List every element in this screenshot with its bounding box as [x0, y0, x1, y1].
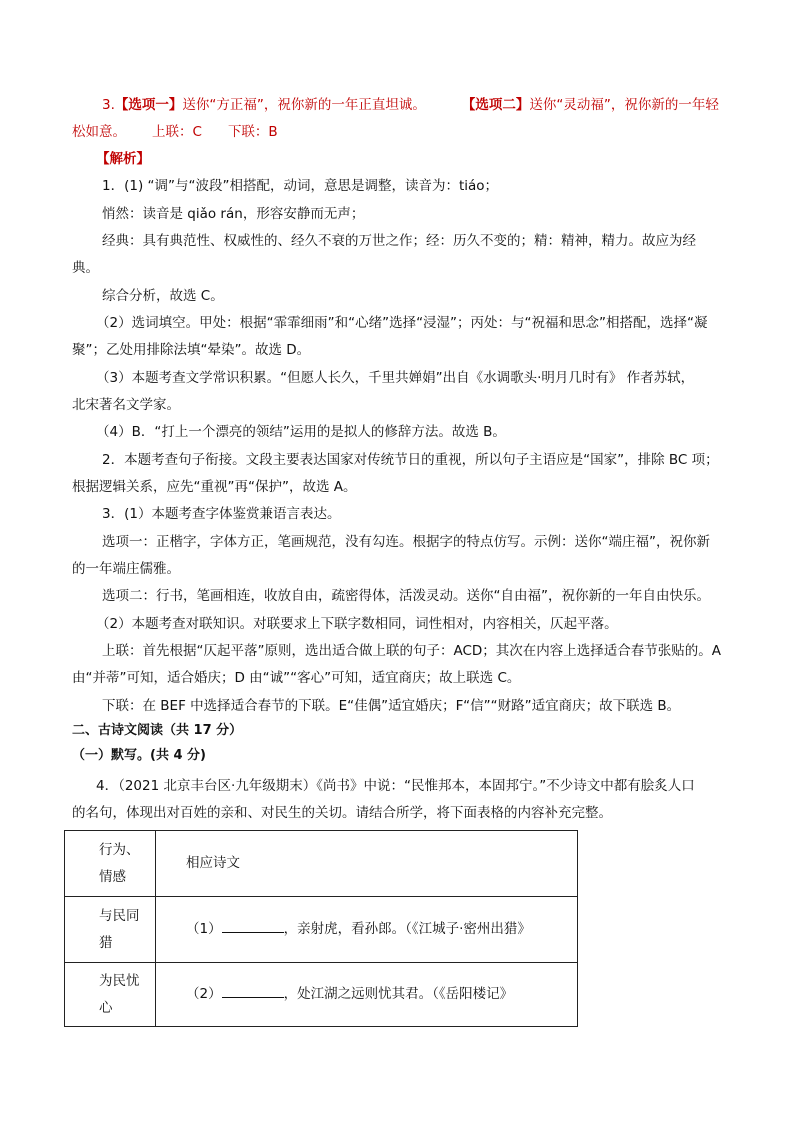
paragraph: （3）本题考查文学常识积累。“但愿人长久，千里共婵娟”出自《水调歌头·明月几时有》 作者苏轼， [96, 370, 695, 386]
row2-col1 [65, 963, 156, 1027]
answer3-line2 [72, 122, 278, 142]
paragraph: 上联：首先根据“仄起平落”原则，选出适合做上联的句子：ACD；其次在内容上选择适合春节张贴的。A [102, 643, 722, 659]
header-col2: 相应诗文 [156, 831, 578, 897]
shanglian-answer: 上联：C [152, 124, 202, 140]
row2-text: ，处江湖之远则忧其君。（《岳阳楼记》 [283, 986, 514, 1002]
paragraph: 选项一：正楷字，字体方正，笔画规范，没有勾连。根据字的特点仿写。示例：送你“端庄福”，祝你新 [102, 534, 710, 550]
table-header-row [65, 831, 578, 897]
header-col1-text: 行为、情感 [99, 841, 140, 885]
row2-col2 [156, 963, 578, 1027]
row1-label: 与民同猎 [99, 907, 140, 951]
paragraph: 悄然：读音是 qiǎo rán，形容安静而无声； [102, 206, 365, 222]
paragraph: 经典：具有典范性、权威性的、经久不衰的万世之作；经：历久不变的；精：精神，精力。故应为经 [102, 233, 696, 249]
table-row [65, 963, 578, 1027]
row1-col1 [65, 897, 156, 963]
paragraph: （2）选词填空。甲处：根据“霏霏细雨”和“心绪”选择“浸湿”；丙处：与“祝福和思念”相搭配，选择“凝 [96, 315, 708, 331]
answer3-cont: 松如意。 [72, 124, 126, 140]
header-col1 [65, 831, 156, 897]
option2-text: 送你“灵动福”，祝你新的一年轻 [529, 97, 719, 113]
xialian-answer: 下联：B [227, 124, 278, 140]
row1-text: ，亲射虎，看孙郎。（《江城子·密州出猎》 [283, 921, 531, 937]
paragraph: 聚”；乙处用排除法填“晕染”。故选 D。 [72, 342, 311, 358]
paragraph: 典。 [72, 260, 99, 276]
answer3-line [102, 95, 719, 115]
paragraph: 1．(1) “调”与“波段”相搭配，动词，意思是调整，读音为：tiáo； [102, 178, 499, 194]
paragraph: 3．(1）本题考查字体鉴赏兼语言表达。 [102, 506, 341, 522]
table-row [65, 897, 578, 963]
paragraph: 由“并蒂”可知，适合婚庆；D 由“诚”“客心”可知，适宜商庆；故上联选 C。 [72, 670, 521, 686]
section-title: 二、古诗文阅读（共 17 分） [72, 723, 243, 738]
row1-col2 [156, 897, 578, 963]
paragraph: （2）本题考查对联知识。对联要求上下联字数相同，词性相对，内容相关，仄起平落。 [96, 616, 618, 632]
fill-blank-2[interactable] [222, 983, 284, 998]
answer3-num: 3. [102, 97, 115, 113]
subsection-title: （一）默写。(共 4 分) [72, 748, 206, 763]
analysis-label: 【解析】 [96, 151, 150, 167]
paragraph: 选项二：行书，笔画相连，收放自由，疏密得体，活泼灵动。送你“自由福”，祝你新的一年自由快乐。 [102, 588, 710, 604]
row2-num: （2） [186, 986, 222, 1002]
poem-table [64, 830, 578, 1027]
question4-line1: 4．（2021 北京丰台区·九年级期末）《尚书》中说：“民惟邦本，本固邦宁。”不少诗文中都有脍炙人口 [96, 778, 695, 794]
paragraph: 2．本题考查句子衔接。文段主要表达国家对传统节日的重视，所以句子主语应是“国家”，排除 BC 项； [102, 452, 719, 468]
paragraph: 北宋著名文学家。 [72, 397, 180, 413]
paragraph: 根据逻辑关系，应先“重视”再“保护”，故选 A。 [72, 479, 357, 495]
option2-tag: 【选项二】 [461, 97, 530, 113]
question4-line2: 的名句，体现出对百姓的亲和、对民生的关切。请结合所学，将下面表格的内容补充完整。 [72, 805, 612, 821]
paragraph: （4）B．“打上一个漂亮的领结”运用的是拟人的修辞方法。故选 B。 [96, 424, 506, 440]
paragraph: 的一年端庄儒雅。 [72, 561, 180, 577]
fill-blank-1[interactable] [222, 918, 284, 933]
row2-label: 为民忧心 [99, 972, 140, 1016]
option1-text: 送你“方正福”，祝你新的一年正直坦诚。 [182, 97, 426, 113]
row1-num: （1） [186, 921, 222, 937]
paragraph: 下联：在 BEF 中选择适合春节的下联。E“佳偶”适宜婚庆；F“信”“财路”适宜商庆；故下联选 B。 [102, 698, 681, 714]
option1-tag: 【选项一】 [114, 97, 183, 113]
paragraph: 综合分析，故选 C。 [102, 288, 224, 304]
